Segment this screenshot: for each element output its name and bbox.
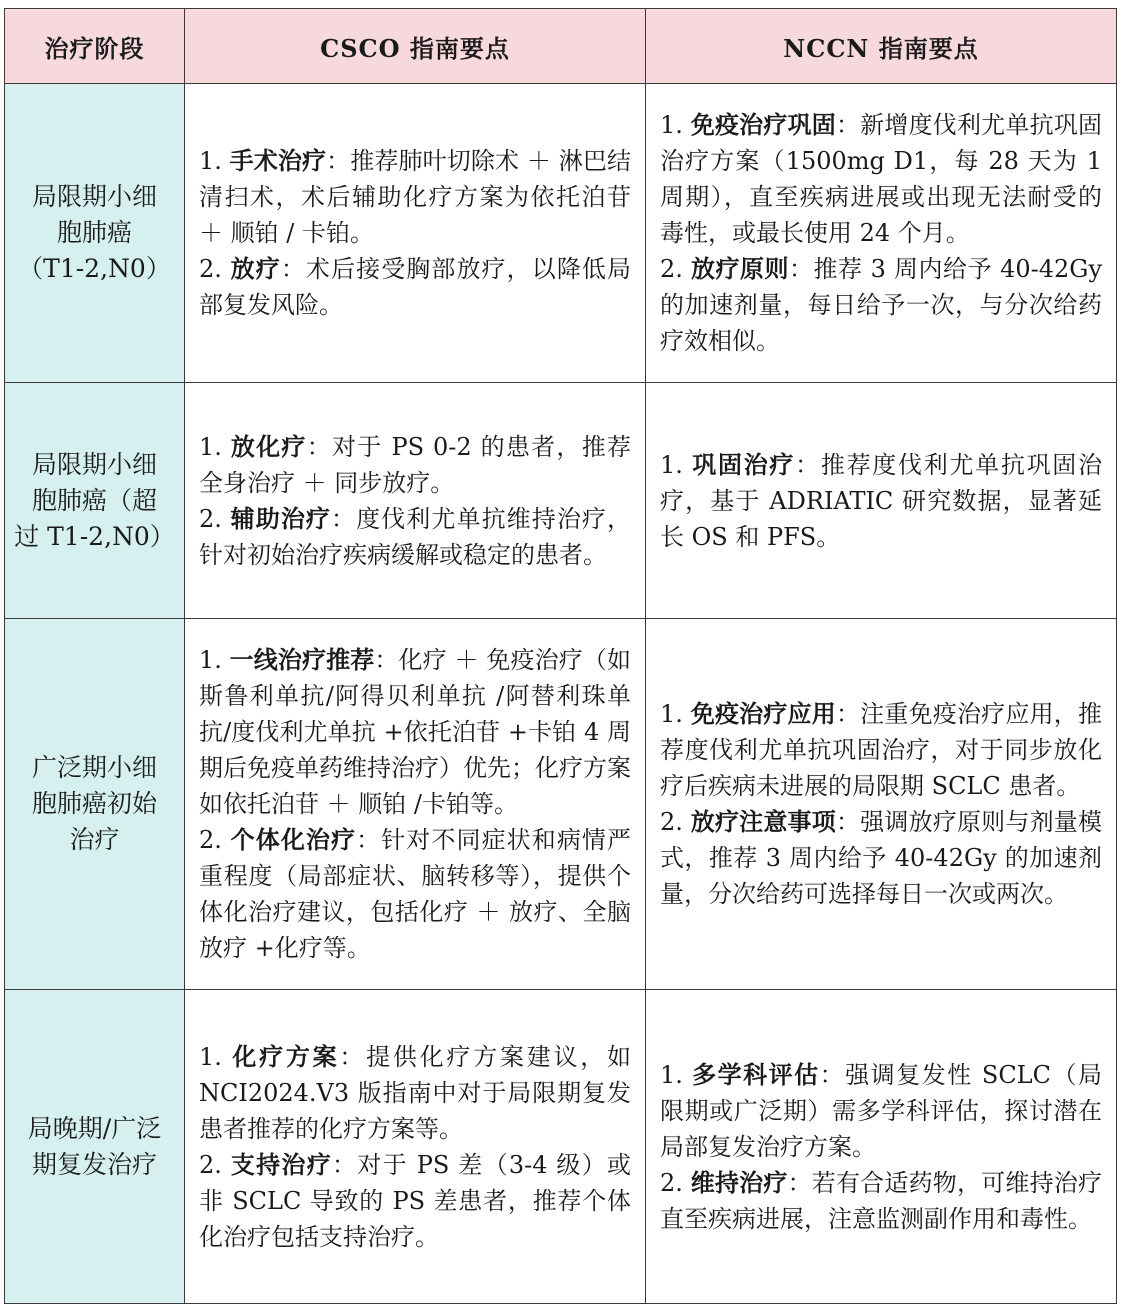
stage-cell (5, 990, 185, 1304)
point-title: 辅助治疗 (230, 503, 332, 533)
guideline-point: 1. 手术治疗：推荐肺叶切除术 ＋ 淋巴结清扫术，术后辅助化疗方案为依托泊苷 ＋ 顺铂 / 卡铂。 (199, 146, 632, 247)
csco-cell (185, 84, 646, 383)
point-text: 化疗 ＋ 免疫治疗（如斯鲁利单抗/阿得贝利单抗 /阿替利珠单抗/度伐利尤单抗 +依托泊苷 +卡铂 4 周期后免疫单药维持治疗）优先；化疗方案如依托泊苷 ＋ 顺铂 /卡铂等。 (199, 646, 632, 818)
point-text: 新增度伐利尤单抗巩固治疗方案（1500mg D1，每 28 天为 1 周期），直至疾病进展或出现无法耐受的毒性，或最长使用 24 个月。 (660, 111, 1102, 247)
table-row (5, 990, 1117, 1304)
stage-line: 胞肺癌 (56, 218, 132, 247)
guideline-point: 2. 放疗：术后接受胸部放疗，以降低局部复发风险。 (199, 254, 632, 319)
point-title: 放疗 (230, 254, 281, 283)
table-row (5, 383, 1117, 619)
stage-line: 治疗 (69, 825, 120, 854)
guideline-point: 2. 放疗原则：推荐 3 周内给予 40-42Gy 的加速剂量，每日给予一次，与分次给药疗效相似。 (660, 254, 1102, 355)
stage-line: （T1-2,N0） (18, 254, 171, 283)
guideline-point: 2. 放疗注意事项：强调放疗原则与剂量模式，推荐 3 周内给予 40-42Gy 的加速剂量，分次给药可选择每日一次或两次。 (660, 807, 1102, 908)
point-title: 放化疗 (230, 431, 307, 461)
point-title: 一线治疗推荐 (229, 645, 375, 674)
point-text: 强调复发性 SCLC（局限期或广泛期）需多学科评估，探讨潜在局部复发治疗方案。 (660, 1060, 1103, 1161)
stage-line: 局限期小细 (31, 182, 157, 211)
point-text: 推荐肺叶切除术 ＋ 淋巴结清扫术，术后辅助化疗方案为依托泊苷 ＋ 顺铂 / 卡铂。 (199, 147, 632, 247)
stage-line: 局限期小细 (31, 449, 157, 479)
nccn-cell (646, 84, 1117, 383)
guideline-point: 1. 一线治疗推荐：化疗 ＋ 免疫治疗（如斯鲁利单抗/阿得贝利单抗 /阿替利珠单抗/度伐利尤单抗 +依托泊苷 +卡铂 4 周期后免疫单药维持治疗）优先；化疗方案如依托泊苷 ＋ 顺铂 /卡铂等。 (199, 645, 632, 818)
csco-cell (185, 990, 646, 1304)
header-stage: 治疗阶段 (5, 9, 185, 84)
nccn-cell (646, 383, 1117, 619)
point-text: 若有合适药物，可维持治疗直至疾病进展，注意监测副作用和毒性。 (660, 1168, 1102, 1233)
guideline-point: 1. 放化疗：对于 PS 0-2 的患者，推荐全身治疗 ＋ 同步放疗。 (199, 431, 632, 497)
guideline-point: 1. 免疫治疗巩固：新增度伐利尤单抗巩固治疗方案（1500mg D1，每 28 天为 1 周期），直至疾病进展或出现无法耐受的毒性，或最长使用 24 个月。 (660, 110, 1102, 247)
csco-cell (185, 383, 646, 619)
point-text: 术后接受胸部放疗，以降低局部复发风险。 (199, 255, 632, 319)
guideline-comparison-table (4, 8, 1117, 1304)
point-text: 推荐 3 周内给予 40-42Gy 的加速剂量，每日给予一次，与分次给药疗效相似。 (660, 255, 1102, 355)
table-header-row (5, 9, 1117, 84)
guideline-point: 1. 化疗方案：提供化疗方案建议，如 NCI2024.V3 版指南中对于局限期复发患者推荐的化疗方案等。 (199, 1041, 632, 1143)
stage-line: 胞肺癌初始 (31, 789, 157, 818)
point-text: 提供化疗方案建议，如 NCI2024.V3 版指南中对于局限期复发患者推荐的化疗方案等。 (199, 1042, 632, 1143)
table-row (5, 84, 1117, 383)
table-row (5, 619, 1117, 990)
point-title: 化疗方案 (232, 1041, 340, 1071)
guideline-point: 1. 巩固治疗：推荐度伐利尤单抗巩固治疗，基于 ADRIATIC 研究数据，显著延长 OS 和 PFS。 (660, 449, 1103, 551)
stage-line: 期复发治疗 (31, 1149, 157, 1179)
point-title: 手术治疗 (229, 146, 327, 175)
stage-cell (5, 84, 185, 383)
guideline-point: 2. 支持治疗：对于 PS 差（3-4 级）或非 SCLC 导致的 PS 差患者，推荐个体化治疗包括支持治疗。 (199, 1149, 632, 1251)
point-title: 维持治疗 (690, 1167, 788, 1197)
header-nccn: NCCN 指南要点 (646, 9, 1117, 84)
stage-line: 广泛期小细 (31, 753, 157, 782)
point-text: 强调放疗原则与剂量模式，推荐 3 周内给予 40-42Gy 的加速剂量，分次给药可选择每日一次或两次。 (660, 808, 1102, 908)
point-title: 免疫治疗应用 (690, 699, 836, 728)
csco-cell (185, 619, 646, 990)
nccn-cell (646, 990, 1117, 1304)
stage-line: 局晚期/广泛 (27, 1113, 162, 1143)
nccn-cell (646, 619, 1117, 990)
point-title: 放疗注意事项 (690, 807, 836, 836)
point-title: 放疗原则 (691, 254, 789, 283)
stage-line: 胞肺癌（超 (31, 485, 157, 515)
point-text: 针对不同症状和病情严重程度（局部症状、脑转移等），提供个体化治疗建议，包括化疗 ＋ 放疗、全脑放疗 +化疗等。 (199, 826, 632, 962)
point-text: 度伐利尤单抗维持治疗，针对初始治疗疾病缓解或稳定的患者。 (199, 504, 632, 569)
point-title: 免疫治疗巩固 (690, 110, 836, 139)
stage-cell (5, 383, 185, 619)
guideline-point: 1. 多学科评估：强调复发性 SCLC（局限期或广泛期）需多学科评估，探讨潜在局部复发治疗方案。 (660, 1059, 1103, 1161)
point-text: 对于 PS 0-2 的患者，推荐全身治疗 ＋ 同步放疗。 (199, 432, 632, 497)
point-title: 个体化治疗 (230, 825, 357, 854)
guideline-point: 2. 辅助治疗：度伐利尤单抗维持治疗，针对初始治疗疾病缓解或稳定的患者。 (199, 503, 632, 569)
guideline-point: 1. 免疫治疗应用：注重免疫治疗应用，推荐度伐利尤单抗巩固治疗，对于同步放化疗后疾病未进展的局限期 SCLC 患者。 (660, 699, 1102, 800)
stage-line: 过 T1-2,N0） (14, 521, 175, 551)
point-title: 巩固治疗 (692, 449, 796, 479)
point-title: 多学科评估 (692, 1059, 820, 1089)
point-text: 注重免疫治疗应用，推荐度伐利尤单抗巩固治疗，对于同步放化疗后疾病未进展的局限期 SCLC 患者。 (660, 700, 1102, 800)
point-text: 推荐度伐利尤单抗巩固治疗，基于 ADRIATIC 研究数据，显著延长 OS 和 PFS。 (660, 450, 1103, 551)
guideline-point: 2. 维持治疗：若有合适药物，可维持治疗直至疾病进展，注意监测副作用和毒性。 (660, 1167, 1102, 1233)
guideline-point: 2. 个体化治疗：针对不同症状和病情严重程度（局部症状、脑转移等），提供个体化治疗建议，包括化疗 ＋ 放疗、全脑放疗 +化疗等。 (199, 825, 632, 962)
point-title: 支持治疗 (230, 1149, 332, 1179)
header-csco: CSCO 指南要点 (185, 9, 646, 84)
stage-cell (5, 619, 185, 990)
point-text: 对于 PS 差（3-4 级）或非 SCLC 导致的 PS 差患者，推荐个体化治疗包括支持治疗。 (199, 1150, 632, 1251)
